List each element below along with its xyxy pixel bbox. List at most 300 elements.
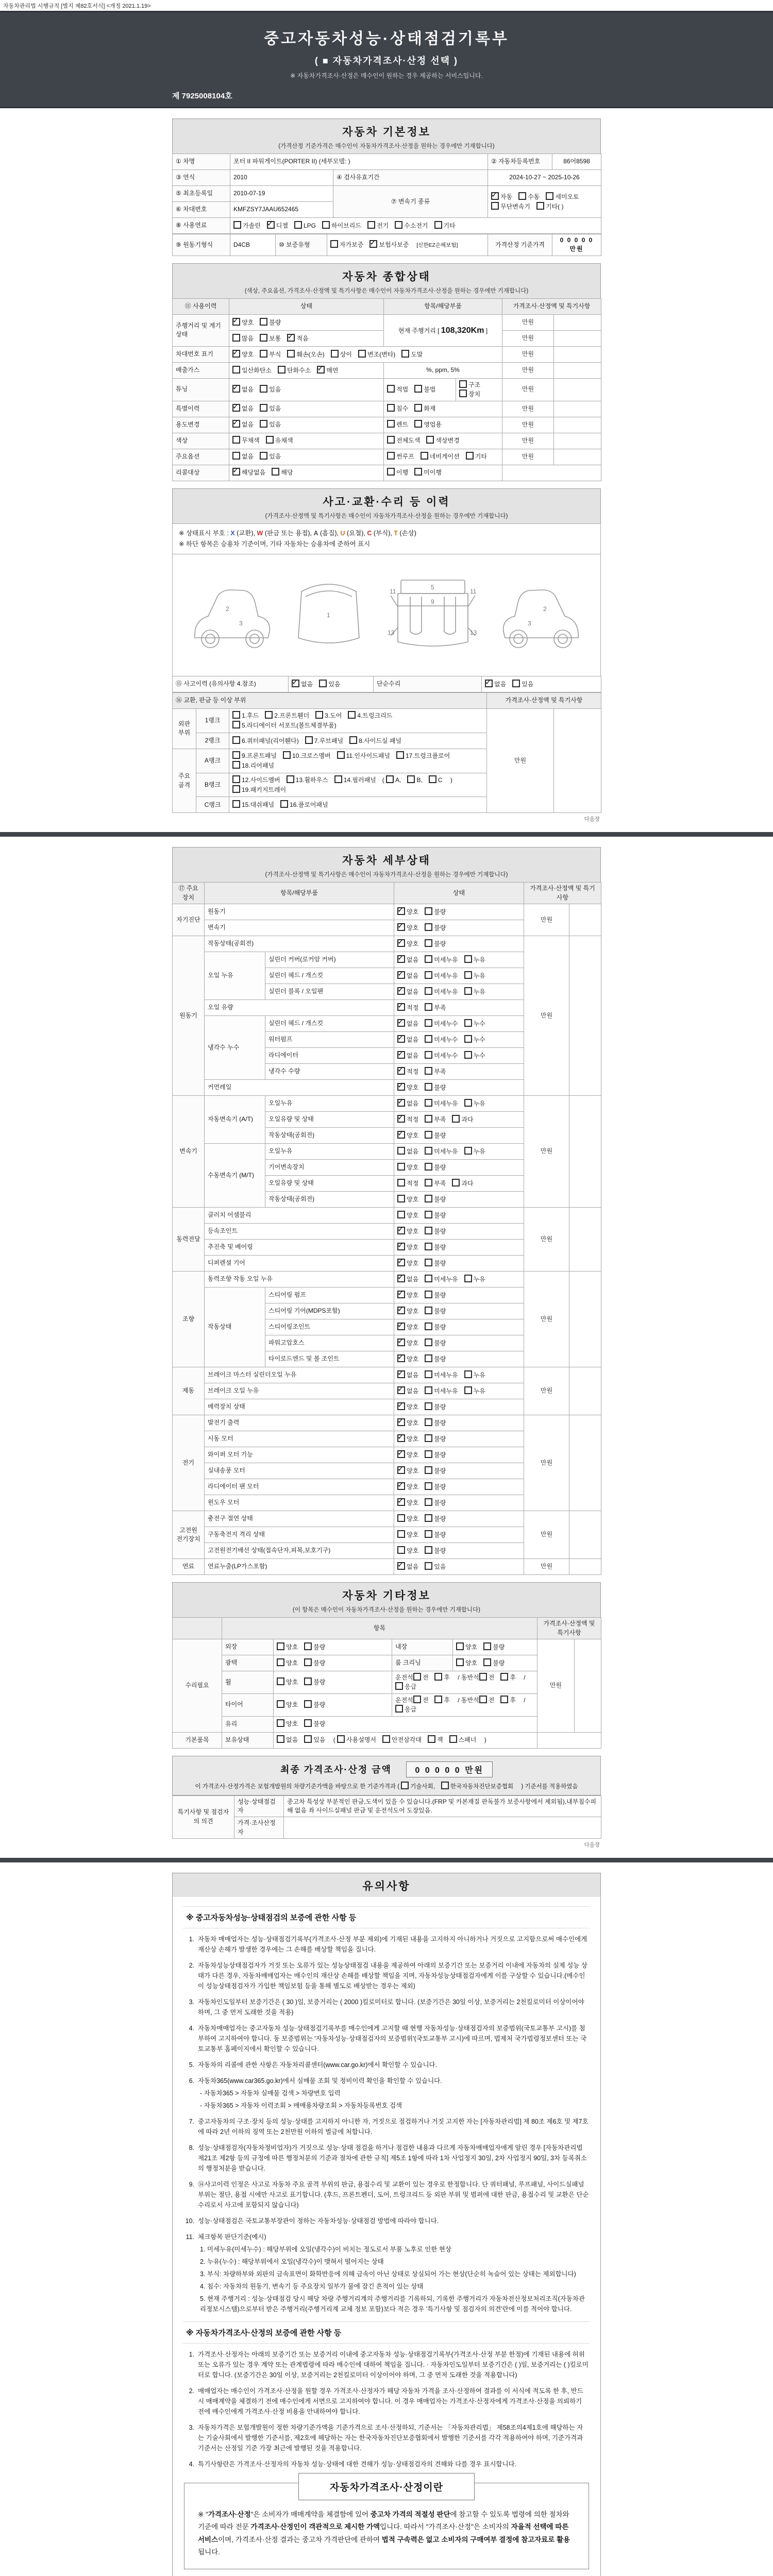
checkbox[interactable] bbox=[305, 736, 313, 744]
checkbox-checked[interactable] bbox=[292, 680, 299, 687]
checkbox[interactable] bbox=[414, 420, 422, 428]
checkbox[interactable] bbox=[315, 711, 323, 719]
checkbox[interactable] bbox=[456, 1658, 464, 1666]
checkbox[interactable] bbox=[441, 1782, 449, 1789]
checkbox[interactable] bbox=[536, 202, 544, 210]
checkbox[interactable] bbox=[425, 1498, 432, 1506]
checkbox-checked[interactable] bbox=[397, 1083, 405, 1091]
checkbox-checked[interactable] bbox=[397, 1498, 405, 1506]
table-cell bbox=[229, 749, 487, 773]
checkbox[interactable] bbox=[425, 1402, 432, 1410]
checkbox[interactable] bbox=[397, 1179, 405, 1187]
checkbox[interactable] bbox=[425, 987, 432, 995]
checkbox[interactable] bbox=[260, 350, 267, 358]
checkbox[interactable] bbox=[425, 1259, 432, 1266]
checkbox-checked[interactable] bbox=[397, 1035, 405, 1043]
table-cell: 조향 bbox=[173, 1272, 205, 1367]
checkbox[interactable] bbox=[337, 1735, 345, 1743]
checkbox[interactable] bbox=[425, 1067, 432, 1075]
note-item bbox=[184, 1960, 589, 1991]
checkbox-checked[interactable] bbox=[317, 366, 325, 374]
checkbox[interactable] bbox=[479, 1673, 487, 1681]
check-option: 응급 bbox=[395, 1705, 416, 1714]
checkbox[interactable] bbox=[434, 1673, 442, 1681]
checkbox[interactable] bbox=[387, 468, 395, 476]
checkbox[interactable] bbox=[287, 350, 295, 358]
check-option: ✓ 없음 bbox=[397, 971, 418, 980]
checkbox[interactable] bbox=[304, 1642, 312, 1650]
checkbox-checked[interactable] bbox=[397, 1466, 405, 1474]
checkbox-checked[interactable] bbox=[397, 1307, 405, 1314]
checkbox-checked[interactable] bbox=[287, 334, 295, 342]
checkbox-checked[interactable] bbox=[397, 1099, 405, 1107]
table-cell bbox=[394, 1399, 524, 1415]
checkbox[interactable] bbox=[429, 775, 436, 783]
checkbox-checked[interactable] bbox=[397, 1450, 405, 1458]
table-cell: 가격조사·산정액 및 특기사항 bbox=[502, 298, 601, 314]
checkbox[interactable] bbox=[425, 1354, 432, 1362]
checkbox[interactable] bbox=[407, 775, 415, 783]
checkbox[interactable] bbox=[319, 680, 327, 687]
checkbox[interactable] bbox=[395, 1682, 403, 1690]
checkbox[interactable] bbox=[425, 1418, 432, 1426]
checkbox[interactable] bbox=[331, 350, 339, 358]
checkbox[interactable] bbox=[337, 751, 345, 759]
table-row bbox=[173, 1096, 601, 1112]
checkbox[interactable] bbox=[358, 350, 366, 358]
check-option: ✓ 양호 bbox=[397, 1307, 418, 1316]
check-option: 4.트렁크리드 bbox=[348, 711, 392, 720]
table-cell bbox=[229, 417, 384, 433]
table-cell: 라디에이터 bbox=[265, 1048, 394, 1064]
checkbox[interactable] bbox=[512, 680, 520, 687]
checkbox[interactable] bbox=[464, 987, 472, 995]
check-option: LPG bbox=[294, 221, 316, 230]
check-option: 있음 bbox=[304, 1735, 325, 1744]
text: / bbox=[522, 1696, 526, 1704]
table-cell: 리콜대상 bbox=[173, 465, 229, 481]
checkbox[interactable] bbox=[367, 221, 375, 229]
checkbox[interactable] bbox=[425, 1195, 432, 1202]
checkbox-checked[interactable] bbox=[397, 1131, 405, 1139]
checkbox[interactable] bbox=[425, 1131, 432, 1139]
checkbox[interactable] bbox=[464, 1386, 472, 1394]
checkbox[interactable] bbox=[387, 404, 395, 412]
checkbox[interactable] bbox=[425, 1275, 432, 1282]
checkbox-checked[interactable] bbox=[397, 1243, 405, 1250]
checkbox[interactable] bbox=[449, 1735, 457, 1743]
checkbox-checked[interactable] bbox=[397, 923, 405, 931]
note-number: 1. bbox=[189, 1936, 194, 1943]
table-cell: 항목/해당부품 bbox=[205, 883, 394, 904]
checkbox-checked[interactable] bbox=[397, 1386, 405, 1394]
checkbox[interactable] bbox=[397, 1195, 405, 1202]
checkbox[interactable] bbox=[500, 1696, 508, 1703]
checkbox[interactable] bbox=[425, 1434, 432, 1442]
table-cell: 보유상태 bbox=[222, 1732, 274, 1748]
checkbox[interactable] bbox=[452, 1179, 460, 1187]
table-cell: ⑦ 변속기 종류 bbox=[333, 186, 488, 218]
check-option: 색상변경 bbox=[426, 436, 459, 445]
checkbox[interactable] bbox=[287, 775, 294, 783]
table-cell: 만원 bbox=[524, 1096, 569, 1208]
checkbox[interactable] bbox=[387, 385, 395, 393]
table-cell: 스티어링 펌프 bbox=[265, 1287, 394, 1303]
note-item bbox=[184, 1934, 589, 1955]
check-option: 10.크로스멤버 bbox=[283, 751, 331, 760]
checkbox[interactable] bbox=[464, 1035, 472, 1043]
table-cell: 고전원 전기장치 bbox=[173, 1511, 205, 1559]
checkbox[interactable] bbox=[265, 711, 273, 719]
checkbox[interactable] bbox=[491, 202, 499, 210]
checkbox[interactable] bbox=[464, 955, 472, 963]
check-option: 유채색 bbox=[266, 436, 293, 445]
checkbox[interactable] bbox=[387, 436, 395, 444]
check-option: ✓ 양호 bbox=[397, 1323, 418, 1332]
table-cell bbox=[274, 1732, 537, 1748]
checkbox[interactable] bbox=[260, 385, 267, 393]
checkbox[interactable] bbox=[397, 1514, 405, 1522]
checkbox[interactable] bbox=[425, 923, 432, 931]
note-text: 매매업자는 매수인이 가격조사·산정을 원할 경우 가격조사·산정자가 해당 자동차 가격을 조사·산정하여 결과를 이 서식에 적도록 한 후, 반드시 매매계약을 체결하기 전에 매수인에게 서면으로 고지하여야 합니다. 이 경우 매매업자는 가격조사·산정자에게 가격조사·산정을 의뢰하기 전에 매수인에게 가격조사·산정 비용을 안내하여야 합니다. bbox=[198, 2387, 583, 2416]
checkbox[interactable] bbox=[304, 1700, 312, 1708]
checkbox[interactable] bbox=[425, 1243, 432, 1250]
checkbox[interactable] bbox=[483, 1642, 491, 1650]
checkbox[interactable] bbox=[426, 436, 434, 444]
checkbox-checked[interactable] bbox=[491, 192, 499, 200]
checkbox[interactable] bbox=[395, 221, 402, 229]
checkbox[interactable] bbox=[425, 1051, 432, 1059]
checkbox[interactable] bbox=[452, 1115, 460, 1123]
checkbox[interactable] bbox=[283, 751, 291, 759]
checkbox[interactable] bbox=[401, 1782, 409, 1789]
checkbox[interactable] bbox=[425, 1291, 432, 1298]
checkbox-checked[interactable] bbox=[397, 1275, 405, 1282]
checkbox[interactable] bbox=[397, 1530, 405, 1538]
table-cell: ⑮ 사고이력 (유의사항 4.참조) bbox=[173, 676, 289, 692]
checkbox[interactable] bbox=[425, 1482, 432, 1490]
checkbox[interactable] bbox=[425, 1546, 432, 1554]
check-option: ✓ 양호 bbox=[397, 1227, 418, 1236]
svg-text:13: 13 bbox=[388, 629, 395, 637]
checkbox[interactable] bbox=[456, 1642, 464, 1650]
checkbox[interactable] bbox=[294, 221, 302, 229]
checkbox[interactable] bbox=[232, 775, 240, 783]
checkbox[interactable] bbox=[232, 334, 240, 342]
table-cell: ⑩ 보증유형 bbox=[276, 234, 327, 256]
overall-status-table bbox=[172, 298, 601, 481]
checkbox[interactable] bbox=[425, 939, 432, 947]
checkbox[interactable] bbox=[483, 1658, 491, 1666]
checkbox[interactable] bbox=[425, 1035, 432, 1043]
checkbox[interactable] bbox=[425, 907, 432, 915]
checkbox[interactable] bbox=[464, 1099, 472, 1107]
checkbox[interactable] bbox=[459, 389, 467, 397]
check-option: 수동 bbox=[518, 192, 540, 201]
checkbox[interactable] bbox=[330, 240, 338, 248]
document-number: 제 7925008104호 bbox=[172, 92, 232, 100]
checkbox[interactable] bbox=[260, 334, 267, 342]
checkbox-checked[interactable] bbox=[397, 1562, 405, 1570]
checkbox-checked[interactable] bbox=[267, 221, 275, 229]
section-title: 사고·교환·수리 등 이력 bbox=[323, 496, 450, 508]
table-cell bbox=[394, 1176, 524, 1192]
checkbox[interactable] bbox=[425, 955, 432, 963]
checkbox[interactable] bbox=[260, 420, 267, 428]
table-cell bbox=[394, 1479, 524, 1495]
checkbox[interactable] bbox=[304, 1719, 312, 1727]
note-number: 10. bbox=[185, 2217, 194, 2225]
checkbox-checked[interactable] bbox=[232, 404, 240, 412]
checkbox-checked[interactable] bbox=[397, 955, 405, 963]
check-option: 불량 bbox=[425, 1546, 446, 1555]
checkbox[interactable] bbox=[459, 380, 467, 388]
checkbox[interactable] bbox=[428, 1735, 435, 1743]
checkbox[interactable] bbox=[387, 420, 395, 428]
table-cell bbox=[554, 346, 601, 362]
checkbox[interactable] bbox=[304, 1677, 312, 1685]
note-item bbox=[184, 1997, 589, 2018]
check-option: 누수 bbox=[464, 1035, 485, 1044]
checkbox-checked[interactable] bbox=[232, 350, 240, 358]
checkbox-checked[interactable] bbox=[397, 1003, 405, 1011]
check-option: 부식 bbox=[260, 350, 281, 359]
checkbox[interactable] bbox=[425, 1003, 432, 1011]
checkbox[interactable] bbox=[322, 221, 330, 229]
note-text: 자동차의 리콜에 관한 사항은 자동차리콜센터(www.car.go.kr)에서 확인할 수 있습니다. bbox=[198, 2061, 438, 2069]
checkbox[interactable] bbox=[434, 221, 442, 229]
table-cell: 주요골격 bbox=[173, 749, 196, 813]
checkbox[interactable] bbox=[349, 736, 357, 744]
check-option: 누유 bbox=[464, 955, 485, 964]
checkbox[interactable] bbox=[260, 404, 267, 412]
checkbox[interactable] bbox=[425, 1147, 432, 1155]
note-number: 7. bbox=[189, 2118, 194, 2126]
checkbox[interactable] bbox=[425, 1115, 432, 1123]
checkbox[interactable] bbox=[395, 1705, 403, 1713]
checkbox[interactable] bbox=[387, 452, 395, 460]
checkbox[interactable] bbox=[232, 721, 240, 728]
checkbox-checked[interactable] bbox=[232, 420, 240, 428]
checkbox-checked[interactable] bbox=[232, 318, 240, 326]
table-cell: 파워고압호스 bbox=[265, 1335, 394, 1351]
checkbox[interactable] bbox=[397, 1546, 405, 1554]
checkbox-checked[interactable] bbox=[397, 1338, 405, 1346]
checkbox-checked[interactable] bbox=[397, 1067, 405, 1075]
table-cell: 클러치 어셈블리 bbox=[205, 1208, 394, 1224]
table-cell: 기어변속장치 bbox=[265, 1160, 394, 1176]
checkbox[interactable] bbox=[414, 385, 422, 393]
definition-box-body bbox=[198, 2509, 575, 2558]
checkbox[interactable] bbox=[414, 404, 422, 412]
checkbox[interactable] bbox=[232, 436, 240, 444]
checkbox[interactable] bbox=[500, 1673, 508, 1681]
checkbox[interactable] bbox=[277, 1658, 284, 1666]
checkbox[interactable] bbox=[425, 1450, 432, 1458]
check-option: 불량 bbox=[425, 1195, 446, 1204]
checkbox[interactable] bbox=[260, 318, 267, 326]
check-option: ✓ 없음 bbox=[397, 1386, 418, 1396]
checkbox[interactable] bbox=[277, 1677, 284, 1685]
checkbox-checked[interactable] bbox=[397, 1402, 405, 1410]
table-cell: 만원 bbox=[502, 346, 554, 362]
checkbox[interactable] bbox=[464, 1019, 472, 1027]
check-option: 후 bbox=[500, 1673, 516, 1682]
table-cell: 만원 bbox=[502, 330, 554, 346]
table-cell: 추진축 및 베어링 bbox=[205, 1240, 394, 1256]
table-cell: KMFZSY7JAAU652465 bbox=[230, 202, 333, 218]
table-cell: 가격산정 기준가격 bbox=[488, 234, 552, 256]
checkbox[interactable] bbox=[425, 1099, 432, 1107]
table-cell: 실내송풍 모터 bbox=[205, 1463, 394, 1479]
checkbox[interactable] bbox=[232, 711, 240, 719]
checkbox[interactable] bbox=[386, 775, 394, 783]
checkbox[interactable] bbox=[425, 1514, 432, 1522]
check-option: 하이브리드 bbox=[322, 221, 361, 230]
svg-text:13: 13 bbox=[470, 629, 477, 637]
note-text: 가격조사·산정자는 아래의 보증기간 또는 보증거리 이내에 중고자동차 성능·상태점검기록부(가격조사·산정 부분 한정)에 기재된 내용에 허위 또는 오류가 있는 경우 계약 또는 관계법령에 따라 매수인에 대하여 책임을 집니다. · 자동차인도일부터 보증기간은 ( )일, 보증거리는 ( )킬로미터로 합니다. (보증기간은 30일 이상, 보증거리는 2천킬로미터 이상이어야 하며, 그 중 먼저 도래한 것을 적용합니다) bbox=[198, 2351, 589, 2379]
checkbox[interactable] bbox=[413, 1696, 421, 1703]
checkbox[interactable] bbox=[232, 452, 240, 460]
note-text: 자동차성능상태점검자가 거짓 또는 오류가 있는 성능상태점검 내용을 제공하여 아래의 보증기간 또는 보증거리 이내에 자동차의 실제 성능 상태가 다른 경우, 자동차매매업자는 매수인의 재산상 손해를 배상할 책임을 지며, 자동차성능상태점검자에게 이를 구상할 수 있습니다.(매수인이 성능상태점검자가 가입한 책임보험 등을 통해 별도로 배상받는 경우는 제외) bbox=[198, 1962, 587, 1990]
checkbox-checked[interactable] bbox=[397, 1354, 405, 1362]
checkbox-checked[interactable] bbox=[397, 1370, 405, 1378]
table-cell bbox=[394, 1319, 524, 1335]
checkbox[interactable] bbox=[277, 1719, 284, 1727]
table-cell: 디퍼렌셜 기어 bbox=[205, 1256, 394, 1272]
checkbox-checked[interactable] bbox=[397, 1051, 405, 1059]
checkbox[interactable] bbox=[278, 366, 285, 374]
checkbox[interactable] bbox=[421, 452, 428, 460]
table-cell: ⑨ 원동기형식 bbox=[173, 234, 230, 256]
checkbox-checked[interactable] bbox=[397, 1434, 405, 1442]
section-detail-status bbox=[172, 847, 601, 1575]
table-cell bbox=[229, 433, 384, 449]
checkbox[interactable] bbox=[546, 192, 553, 200]
checkbox[interactable] bbox=[425, 1227, 432, 1234]
checkbox[interactable] bbox=[382, 1735, 390, 1743]
checkbox[interactable] bbox=[232, 785, 240, 793]
checkbox-checked[interactable] bbox=[397, 1259, 405, 1266]
check-option: 불량 bbox=[425, 1227, 446, 1236]
checkbox[interactable] bbox=[414, 468, 422, 476]
table-cell: 만원 bbox=[502, 378, 554, 401]
checkbox[interactable] bbox=[425, 1386, 432, 1394]
checkbox-checked[interactable] bbox=[397, 1115, 405, 1123]
checkbox[interactable] bbox=[425, 1562, 432, 1570]
checkbox[interactable] bbox=[266, 436, 274, 444]
checkbox[interactable] bbox=[348, 711, 356, 719]
table-cell: 2랭크 bbox=[196, 733, 229, 749]
checkbox-checked[interactable] bbox=[369, 240, 377, 248]
check-option: 양호 bbox=[397, 1530, 418, 1539]
checkbox[interactable] bbox=[277, 1642, 284, 1650]
note-text: 체크항목 판단기준(예시) 1. 미세누유(미세누수) : 해당부위에 오일(냉각수)이 비치는 정도로서 부품 노후로 인한 현상 2. 누유(누수) : 해당부위에서 오일(냉각수)이 맺혀서 떨어지는 상태 3. 부식: 차량하부와 외판의 금속표면이 화학반응에 의해 금속이 아닌 상태로 상실되어 가는 현상(단순히 녹슬어 있는 상태는 제외합니다) 4. 침수: 자동차의 원동기, 변속기 등 주요장치 일부가 물에 잠긴 흔적이 있는 상태 5. 현재 주행거리 : 성능·상태점검 당시 해당 차량 주행거리계의 주행거리를 기록하되, 기록한 주행거리가 자동차전산정보처리조직(자동차관리정보시스템)으로부터 받은 주행거리(주행거리계 교체 정보 포함)보다 적은 경우 '특기사항 및 점검자의 의견'란에 이를 적어야 합니다. bbox=[198, 2232, 589, 2314]
checkbox-checked[interactable] bbox=[397, 1418, 405, 1426]
checkbox-checked[interactable] bbox=[397, 1227, 405, 1234]
checkbox-checked[interactable] bbox=[485, 680, 493, 687]
checkbox-checked[interactable] bbox=[397, 1291, 405, 1298]
checkbox[interactable] bbox=[277, 1735, 284, 1743]
next-page-label: 다음장 bbox=[584, 1842, 600, 1849]
checkbox[interactable] bbox=[260, 452, 267, 460]
checkbox[interactable] bbox=[425, 1307, 432, 1314]
check-option: 기타 bbox=[466, 452, 487, 461]
checkbox[interactable] bbox=[425, 1019, 432, 1027]
checkbox[interactable] bbox=[397, 1163, 405, 1171]
checkbox-checked[interactable] bbox=[397, 971, 405, 979]
checkbox[interactable] bbox=[397, 1147, 405, 1155]
checkbox[interactable] bbox=[464, 1275, 472, 1282]
checkbox[interactable] bbox=[277, 1700, 284, 1708]
checkbox[interactable] bbox=[425, 971, 432, 979]
checkbox[interactable] bbox=[425, 1530, 432, 1538]
checkbox[interactable] bbox=[425, 1338, 432, 1346]
checkbox[interactable] bbox=[272, 468, 279, 476]
checkbox[interactable] bbox=[434, 1696, 442, 1703]
checkbox[interactable] bbox=[464, 971, 472, 979]
checkbox-checked[interactable] bbox=[397, 987, 405, 995]
checkbox[interactable] bbox=[232, 800, 240, 808]
table-cell: 수리필요 bbox=[173, 1639, 222, 1732]
table-cell bbox=[394, 1367, 524, 1383]
checkbox-checked[interactable] bbox=[397, 939, 405, 947]
checkbox[interactable] bbox=[401, 350, 409, 358]
checkbox[interactable] bbox=[464, 1370, 472, 1378]
checkbox[interactable] bbox=[425, 1323, 432, 1330]
table-cell bbox=[394, 1080, 524, 1096]
checkbox[interactable] bbox=[397, 1211, 405, 1218]
checkbox[interactable] bbox=[464, 1147, 472, 1155]
checkbox-checked[interactable] bbox=[397, 1323, 405, 1330]
checkbox[interactable] bbox=[232, 736, 240, 744]
checkbox[interactable] bbox=[425, 1083, 432, 1091]
checkbox-checked[interactable] bbox=[397, 1482, 405, 1490]
checkbox[interactable] bbox=[425, 1370, 432, 1378]
checkbox[interactable] bbox=[233, 221, 241, 229]
checkbox[interactable] bbox=[396, 751, 404, 759]
text: 입니다. 따라서 "가격조사·산정"은 소비자의 bbox=[380, 2523, 511, 2531]
checkbox-checked[interactable] bbox=[232, 468, 240, 476]
checkbox[interactable] bbox=[232, 366, 240, 374]
checkbox[interactable] bbox=[304, 1658, 312, 1666]
table-row bbox=[173, 314, 601, 330]
checkbox[interactable] bbox=[413, 1673, 421, 1681]
svg-text:5: 5 bbox=[431, 584, 434, 591]
checkbox[interactable] bbox=[232, 761, 240, 769]
checkbox[interactable] bbox=[425, 1163, 432, 1171]
checkbox[interactable] bbox=[334, 775, 342, 783]
checkbox-checked[interactable] bbox=[397, 907, 405, 915]
checkbox[interactable] bbox=[466, 452, 474, 460]
table-cell bbox=[394, 904, 524, 920]
section-header bbox=[172, 118, 601, 154]
checkbox[interactable] bbox=[518, 192, 526, 200]
checkbox[interactable] bbox=[425, 1211, 432, 1218]
checkbox[interactable] bbox=[479, 1696, 487, 1703]
checkbox[interactable] bbox=[280, 800, 288, 808]
checkbox-checked[interactable] bbox=[232, 385, 240, 393]
checkbox[interactable] bbox=[425, 1179, 432, 1187]
check-option: 15.대쉬패널 bbox=[232, 800, 274, 809]
checkbox[interactable] bbox=[232, 751, 240, 759]
table-cell: 용도변경 bbox=[173, 417, 229, 433]
checkbox[interactable] bbox=[425, 1466, 432, 1474]
checkbox-checked[interactable] bbox=[397, 1019, 405, 1027]
checkbox[interactable] bbox=[304, 1735, 312, 1743]
checkbox[interactable] bbox=[464, 1051, 472, 1059]
notes-heading-1: ※ 중고자동차성능·상태점검의 보증에 관한 사항 등 bbox=[183, 1906, 590, 1928]
